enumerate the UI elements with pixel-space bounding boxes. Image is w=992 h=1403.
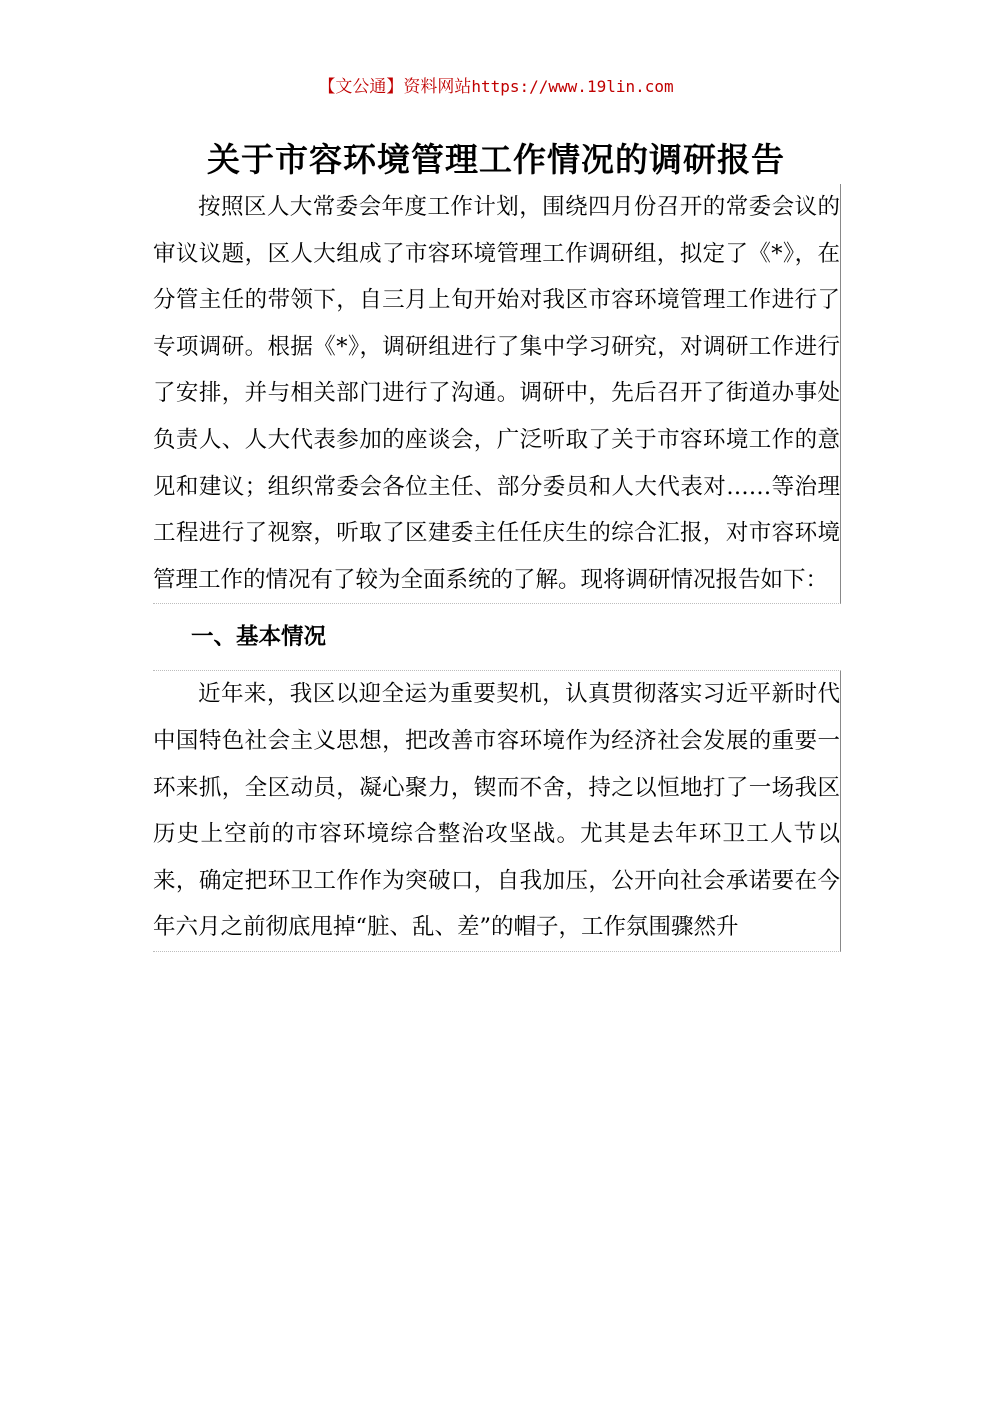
- site-header: [0, 74, 992, 100]
- header-brand: 【文公通】资料网站: [318, 77, 472, 97]
- paragraph-basic-situation: 近年来，我区以迎全运为重要契机，认真贯彻落实习近平新时代中国特色社会主义思想，把改善市容环境作为经济社会发展的重要一环来抓，全区动员，凝心聚力，锲而不舍，持之以恒地打了一场我区历史上空前的市容环境综合整治攻坚战。尤其是去年环卫工人节以来，确定把环卫工作作为突破口，自我加压，公开向社会承诺要在今年六月之前彻底甩掉“脏、乱、差”的帽子，工作氛围骤然升: [153, 671, 841, 952]
- document-title: 关于市容环境管理工作情况的调研报告: [207, 140, 785, 179]
- document-body: [153, 184, 841, 952]
- header-url[interactable]: https://www.19lin.com: [471, 77, 674, 96]
- paragraph-intro: 按照区人大常委会年度工作计划，围绕四月份召开的常委会议的审议议题，区人大组成了市容环境管理工作调研组，拟定了《*》，在分管主任的带领下，自三月上旬开始对我区市容环境管理工作进行了专项调研。根据《*》，调研组进行了集中学习研究，对调研工作进行了安排，并与相关部门进行了沟通。调研中，先后召开了街道办事处负责人、人大代表参加的座谈会，广泛听取了关于市容环境工作的意见和建议；组织常委会各位主任、部分委员和人大代表对……等治理工程进行了视察，听取了区建委主任任庆生的综合汇报，对市容环境管理工作的情况有了较为全面系统的了解。现将调研情况报告如下：: [153, 184, 841, 604]
- section-heading-basic-situation: 一、基本情况: [153, 604, 841, 671]
